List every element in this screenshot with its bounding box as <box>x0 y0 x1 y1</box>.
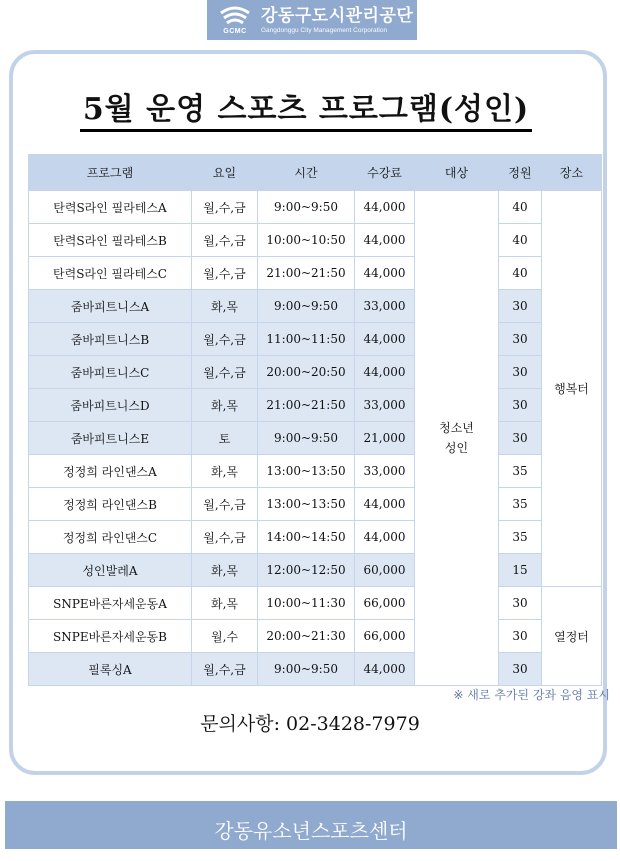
time-cell: 11:00~11:50 <box>258 323 355 356</box>
fee-cell: 66,000 <box>355 587 415 620</box>
table-row <box>29 587 602 620</box>
location-cell: 행복터 <box>542 191 602 587</box>
capacity-cell: 30 <box>499 653 542 686</box>
table-row <box>29 488 602 521</box>
time-cell: 9:00~9:50 <box>258 191 355 224</box>
logo-icon <box>215 3 255 37</box>
table-row <box>29 257 602 290</box>
program-cell: 정정희 라인댄스A <box>29 455 192 488</box>
program-cell: 필록싱A <box>29 653 192 686</box>
capacity-cell: 30 <box>499 389 542 422</box>
days-cell: 월,수,금 <box>192 521 258 554</box>
capacity-cell: 40 <box>499 257 542 290</box>
table-row <box>29 191 602 224</box>
table-row <box>29 455 602 488</box>
header-capacity: 정원 <box>499 155 542 191</box>
logo-plate <box>207 0 417 40</box>
logo-text <box>261 6 413 35</box>
fee-cell: 44,000 <box>355 653 415 686</box>
header-target: 대상 <box>415 155 499 191</box>
header-fee: 수강료 <box>355 155 415 191</box>
time-cell: 21:00~21:50 <box>258 257 355 290</box>
days-cell: 화,목 <box>192 587 258 620</box>
header-location: 장소 <box>542 155 602 191</box>
time-cell: 21:00~21:50 <box>258 389 355 422</box>
fee-cell: 60,000 <box>355 554 415 587</box>
days-cell: 월,수,금 <box>192 488 258 521</box>
capacity-cell: 15 <box>499 554 542 587</box>
table-row <box>29 422 602 455</box>
program-cell: 줌바피트니스A <box>29 290 192 323</box>
table-row <box>29 521 602 554</box>
time-cell: 13:00~13:50 <box>258 455 355 488</box>
program-cell: 탄력S라인 필라테스C <box>29 257 192 290</box>
time-cell: 9:00~9:50 <box>258 422 355 455</box>
program-table <box>28 154 602 686</box>
capacity-cell: 30 <box>499 422 542 455</box>
time-cell: 10:00~10:50 <box>258 224 355 257</box>
days-cell: 월,수,금 <box>192 356 258 389</box>
capacity-cell: 35 <box>499 455 542 488</box>
table-row <box>29 653 602 686</box>
fee-cell: 44,000 <box>355 191 415 224</box>
header-program: 프로그램 <box>29 155 192 191</box>
program-cell: 줌바피트니스E <box>29 422 192 455</box>
program-cell: 줌바피트니스B <box>29 323 192 356</box>
header-time: 시간 <box>258 155 355 191</box>
capacity-cell: 30 <box>499 290 542 323</box>
table-row <box>29 323 602 356</box>
time-cell: 14:00~14:50 <box>258 521 355 554</box>
table-row <box>29 389 602 422</box>
days-cell: 화,목 <box>192 554 258 587</box>
table-row <box>29 554 602 587</box>
program-cell: 성인발레A <box>29 554 192 587</box>
location-cell: 열정터 <box>542 587 602 686</box>
capacity-cell: 30 <box>499 356 542 389</box>
time-cell: 9:00~9:50 <box>258 653 355 686</box>
time-cell: 13:00~13:50 <box>258 488 355 521</box>
contact-info: 문의사항: 02-3428-7979 <box>200 713 420 735</box>
days-cell: 화,목 <box>192 455 258 488</box>
days-cell: 월,수,금 <box>192 323 258 356</box>
table-row <box>29 290 602 323</box>
time-cell: 20:00~20:50 <box>258 356 355 389</box>
logo-abbr: GCMC <box>223 28 247 35</box>
fee-cell: 44,000 <box>355 488 415 521</box>
days-cell: 화,목 <box>192 290 258 323</box>
fee-cell: 44,000 <box>355 323 415 356</box>
org-name-en: Gangdonggu City Management Corporation <box>261 26 388 34</box>
capacity-cell: 30 <box>499 620 542 653</box>
org-name-ko: 강동구도시관리공단 <box>261 5 414 25</box>
days-cell: 월,수,금 <box>192 191 258 224</box>
time-cell: 12:00~12:50 <box>258 554 355 587</box>
time-cell: 10:00~11:30 <box>258 587 355 620</box>
page-title: 5월 운영 스포츠 프로그램(성인) <box>80 92 532 132</box>
days-cell: 화,목 <box>192 389 258 422</box>
days-cell: 월,수,금 <box>192 224 258 257</box>
fee-cell: 44,000 <box>355 521 415 554</box>
program-cell: SNPE바른자세운동B <box>29 620 192 653</box>
table-body <box>29 191 602 686</box>
days-cell: 토 <box>192 422 258 455</box>
program-cell: 정정희 라인댄스B <box>29 488 192 521</box>
days-cell: 월,수,금 <box>192 653 258 686</box>
program-cell: 탄력S라인 필라테스B <box>29 224 192 257</box>
fee-cell: 33,000 <box>355 455 415 488</box>
capacity-cell: 35 <box>499 488 542 521</box>
days-cell: 월,수 <box>192 620 258 653</box>
program-cell: SNPE바른자세운동A <box>29 587 192 620</box>
fee-cell: 44,000 <box>355 257 415 290</box>
target-cell: 청소년 성인 <box>415 191 499 686</box>
time-cell: 9:00~9:50 <box>258 290 355 323</box>
fee-cell: 44,000 <box>355 356 415 389</box>
time-cell: 20:00~21:30 <box>258 620 355 653</box>
program-cell: 정정희 라인댄스C <box>29 521 192 554</box>
header-days: 요일 <box>192 155 258 191</box>
capacity-cell: 35 <box>499 521 542 554</box>
fee-cell: 33,000 <box>355 389 415 422</box>
program-cell: 줌바피트니스C <box>29 356 192 389</box>
fee-cell: 33,000 <box>355 290 415 323</box>
fee-cell: 21,000 <box>355 422 415 455</box>
capacity-cell: 40 <box>499 224 542 257</box>
table-row <box>29 356 602 389</box>
capacity-cell: 40 <box>499 191 542 224</box>
table-row <box>29 224 602 257</box>
footer-banner: 강동유소년스포츠센터 <box>5 801 617 849</box>
fee-cell: 66,000 <box>355 620 415 653</box>
new-course-notice: ※ 새로 추가된 강좌 음영 표시 <box>453 688 610 702</box>
capacity-cell: 30 <box>499 587 542 620</box>
capacity-cell: 30 <box>499 323 542 356</box>
table-row <box>29 620 602 653</box>
program-cell: 줌바피트니스D <box>29 389 192 422</box>
program-cell: 탄력S라인 필라테스A <box>29 191 192 224</box>
fee-cell: 44,000 <box>355 224 415 257</box>
days-cell: 월,수,금 <box>192 257 258 290</box>
table-header-row <box>29 155 602 191</box>
